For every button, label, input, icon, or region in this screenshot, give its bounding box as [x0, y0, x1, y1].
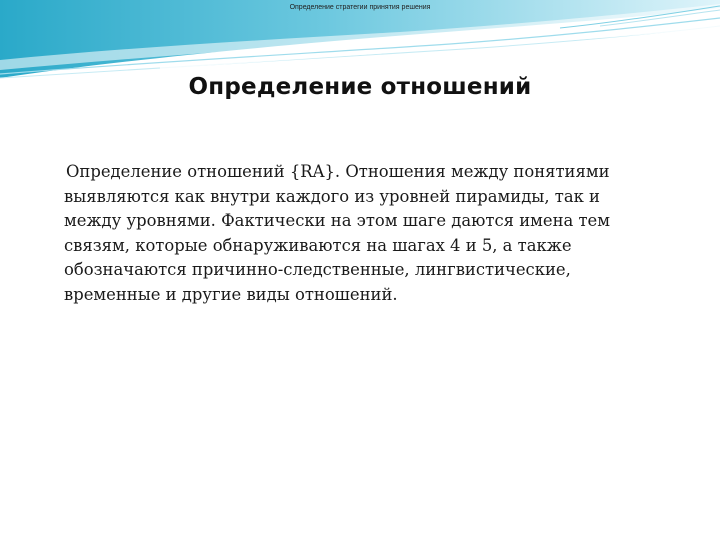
header-caption: Определение стратегии принятия решения — [289, 4, 431, 11]
slide-title: Определение отношений — [188, 74, 532, 100]
slide-body-text: Определение отношений {RA}. Отношения между понятиями выявляются как внутри каждого из уровней пирамиды, так и между уровнями. Фактически на этом шаге даются имена тем связям, которые обнаруживаются на шагах 4 и 5, а также обозначаются причинно-следственные, лингвистические, временные и другие виды отношений. — [64, 162, 610, 304]
header-wave-decoration — [0, 0, 720, 80]
